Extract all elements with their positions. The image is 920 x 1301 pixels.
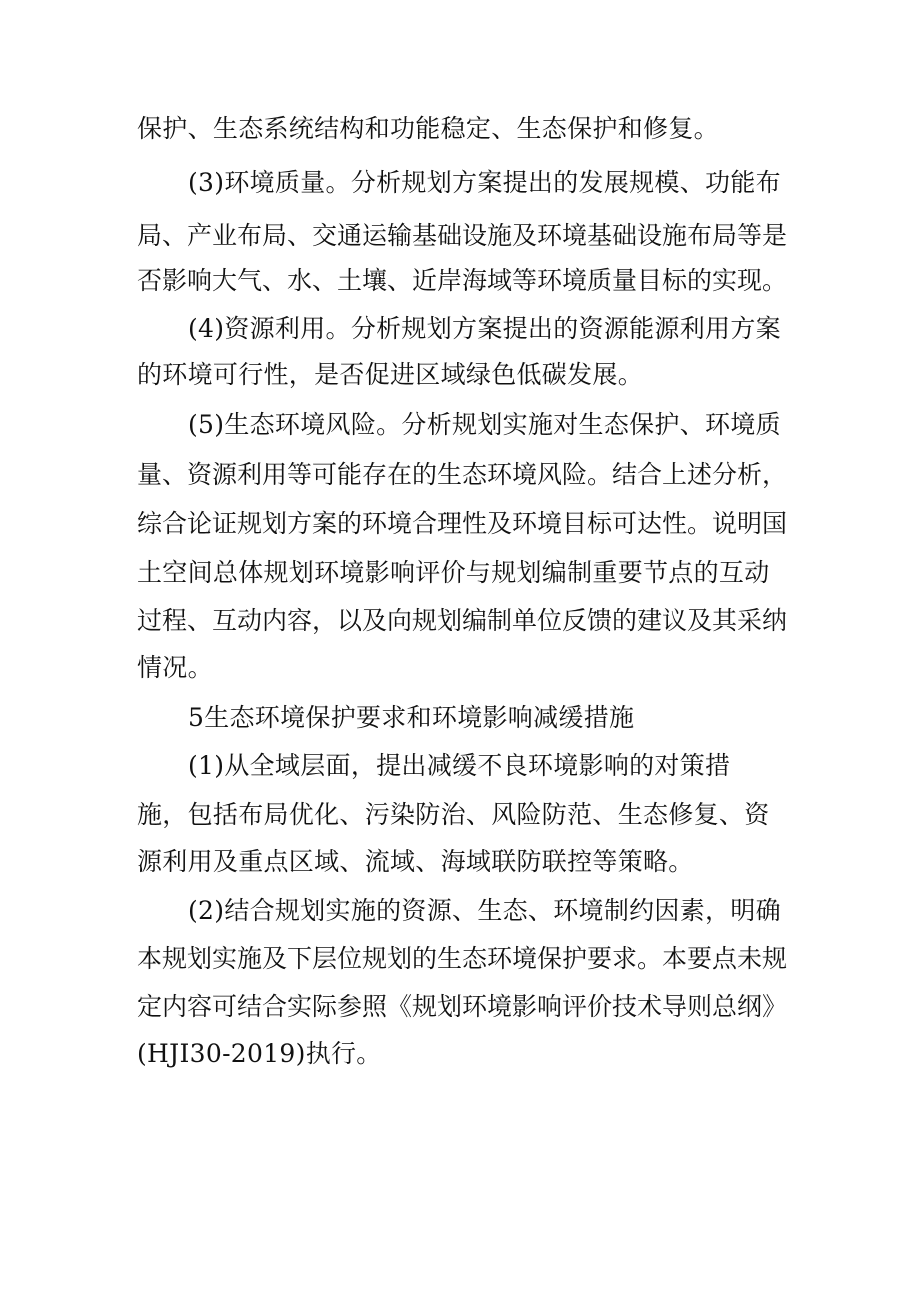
text-line-1: 保护、生态系统结构和功能稳定、生态保护和修复。 <box>137 114 719 143</box>
text-line-11: 过程、互动内容，以及向规划编制单位反馈的建议及其采纳 <box>137 606 788 635</box>
text-line-4: 否影响大气、水、土壤、近岸海域等环境质量目标的实现。 <box>137 266 788 295</box>
text-line-20: (HJI30-2019)执行。 <box>137 1039 382 1068</box>
section-heading-5: 5生态环境保护要求和环境影响减缓措施 <box>188 703 635 732</box>
text-line-9: 综合论证规划方案的环境合理性及环境目标可达性。说明国 <box>137 509 788 538</box>
text-line-16: 源利用及重点区域、流域、海域联防联控等策略。 <box>137 847 694 876</box>
text-line-7: (5)生态环境风险。分析规划实施对生态保护、环境质 <box>188 410 781 439</box>
text-line-3: 局、产业布局、交通运输基础设施及环境基础设施布局等是 <box>137 221 788 250</box>
text-line-5: (4)资源利用。分析规划方案提出的资源能源利用方案 <box>188 314 781 343</box>
text-line-14: (1)从全域层面，提出减缓不良环境影响的对策措 <box>188 751 731 780</box>
text-line-12: 情况。 <box>137 653 213 682</box>
text-line-17: (2)结合规划实施的资源、生态、环境制约因素，明确 <box>188 896 781 925</box>
text-line-2: (3)环境质量。分析规划方案提出的发展规模、功能布 <box>188 168 781 197</box>
text-line-6: 的环境可行性，是否促进区域绿色低碳发展。 <box>137 360 644 389</box>
text-line-8: 量、资源利用等可能存在的生态环境风险。结合上述分析， <box>137 460 788 489</box>
text-line-10: 土空间总体规划环境影响评价与规划编制重要节点的互动 <box>137 558 770 587</box>
text-line-18: 本规划实施及下层位规划的生态环境保护要求。本要点未规 <box>137 944 788 973</box>
text-line-15: 施，包括布局优化、污染防治、风险防范、生态修复、资 <box>137 800 770 829</box>
text-line-19: 定内容可结合实际参照《规划环境影响评价技术导则总纲》 <box>137 992 788 1021</box>
